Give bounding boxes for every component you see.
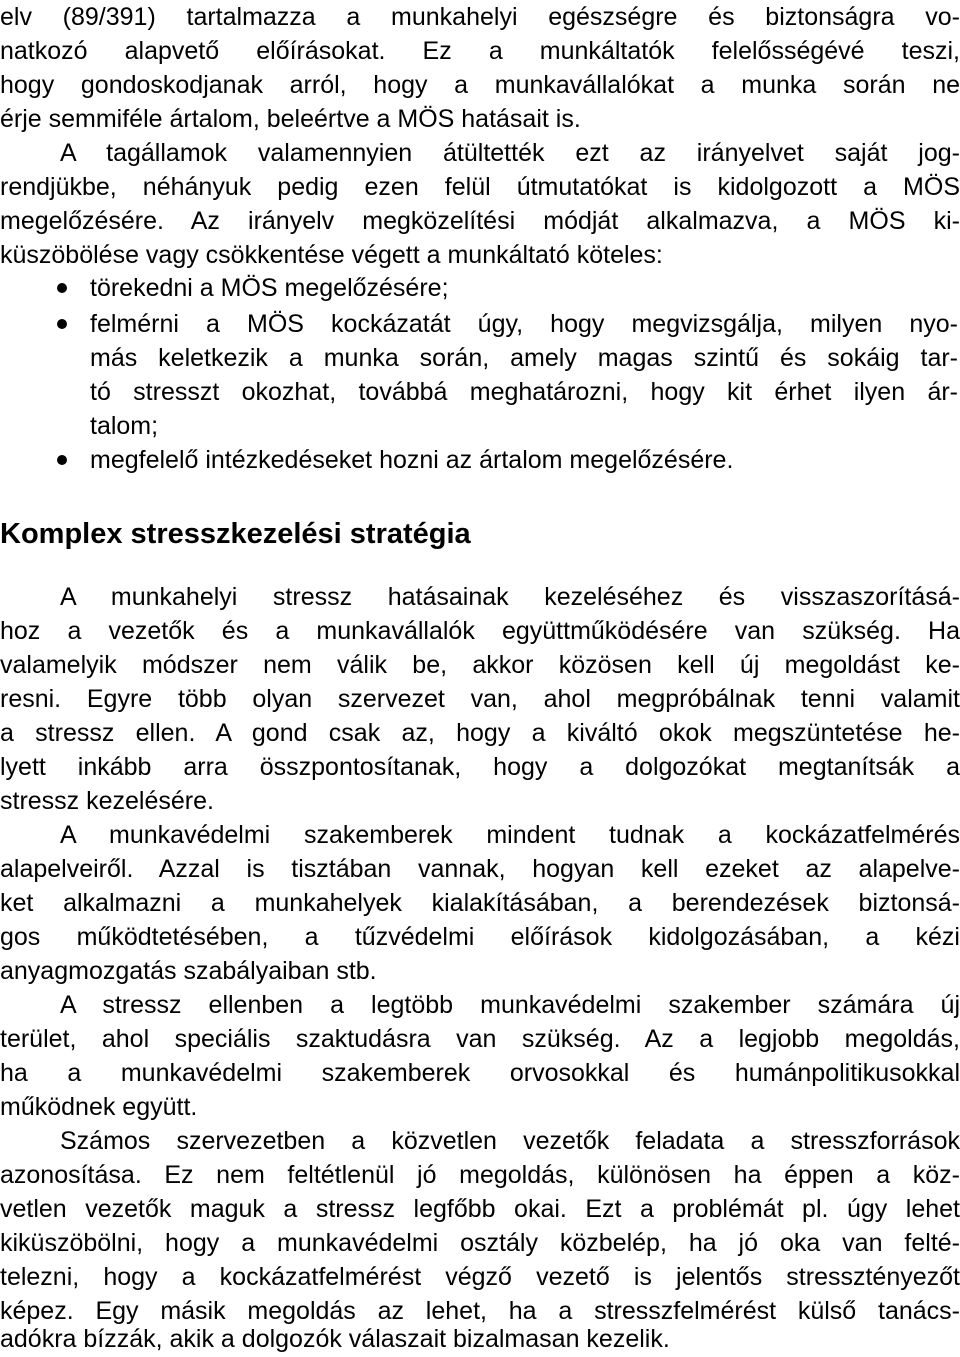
section-heading: Komplex stresszkezelési stratégia [0, 518, 471, 550]
para5-line: Számos szervezetben a közvetlen vezetők feladata a stresszforrások [60, 1127, 960, 1155]
para2-line: A munkahelyi stressz hatásainak kezeléséhez és visszaszorításá- [60, 583, 960, 611]
bullet-line: törekedni a MÖS megelőzésére; [90, 274, 449, 302]
bullet-line: megfelelő intézkedéseket hozni az ártalom megelőzésére. [90, 446, 734, 474]
para1-line: küszöbölése vagy csökkentése végett a munkáltató köteles: [0, 241, 663, 269]
para2-line: stressz kezelésére. [0, 787, 214, 815]
bullet-marker [57, 455, 67, 465]
bullet-line: más keletkezik a munka során, amely magas szintű és sokáig tar- [90, 344, 958, 372]
para3-line: anyagmozgatás szabályaiban stb. [0, 957, 377, 985]
para3-line: gos működtetésében, a tűzvédelmi előírások kidolgozásában, a kézi [0, 923, 960, 951]
para4-line: működnek együtt. [0, 1093, 198, 1121]
bullet-marker [57, 283, 67, 293]
para3-line: A munkavédelmi szakemberek mindent tudnak a kockázatfelmérés [60, 821, 960, 849]
bullet-line: felmérni a MÖS kockázatát úgy, hogy megvizsgálja, milyen nyo- [90, 310, 958, 338]
para3-line: alapelveiről. Azzal is tisztában vannak, hogyan kell ezeket az alapelve- [0, 855, 960, 883]
para4-line: ha a munkavédelmi szakemberek orvosokkal és humánpolitikusokkal [0, 1059, 960, 1087]
para4-line: A stressz ellenben a legtöbb munkavédelmi szakember számára új [60, 991, 960, 1019]
para1-line: megelőzésére. Az irányelv megközelítési módját alkalmazva, a MÖS ki- [0, 207, 960, 235]
para5-line: kiküszöbölni, hogy a munkavédelmi osztály közbelép, ha jó oka van felté- [0, 1229, 960, 1257]
para3-line: ket alkalmazni a munkahelyek kialakításában, a berendezések biztonsá- [0, 889, 960, 917]
intro-line: elv (89/391) tartalmazza a munkahelyi egészségre és biztonságra vo- [0, 3, 960, 31]
para2-line: valamelyik módszer nem válik be, akkor közösen kell új megoldást ke- [0, 651, 960, 679]
para1-line: rendjükbe, néhányuk pedig ezen felül útmutatókat is kidolgozott a MÖS [0, 173, 960, 201]
bullet-line: talom; [90, 412, 159, 440]
para5-line: képez. Egy másik megoldás az lehet, ha a stresszfelmérést külső tanács- [0, 1297, 960, 1325]
para2-line: lyett inkább arra összpontosítanak, hogy a dolgozókat megtanítsák a [0, 753, 960, 781]
para2-line: a stressz ellen. A gond csak az, hogy a kiváltó okok megszüntetése he- [0, 719, 960, 747]
para5-line: telezni, hogy a kockázatfelmérést végző vezető is jelentős stressztényezőt [0, 1263, 960, 1291]
para1-line: A tagállamok valamennyien átültették ezt az irányelvet saját jog- [60, 139, 960, 167]
intro-line: natkozó alapvető előírásokat. Ez a munkáltatók felelősségévé teszi, [0, 37, 960, 65]
bullet-line: tó stresszt okozhat, továbbá meghatározni, hogy kit érhet ilyen ár- [90, 378, 958, 406]
para2-line: hoz a vezetők és a munkavállalók együttműködésére van szükség. Ha [0, 617, 960, 645]
bullet-marker [57, 319, 67, 329]
para5-line: vetlen vezetők maguk a stressz legfőbb okai. Ezt a problémát pl. úgy lehet [0, 1195, 960, 1223]
para4-line: terület, ahol speciális szaktudásra van szükség. Az a legjobb megoldás, [0, 1025, 960, 1053]
intro-line: érje semmiféle ártalom, beleértve a MÖS hatásait is. [0, 105, 581, 133]
para5-line: adókra bízzák, akik a dolgozók válaszait bizalmasan kezelik. [0, 1325, 670, 1353]
para2-line: resni. Egyre több olyan szervezet van, ahol megpróbálnak tenni valamit [0, 685, 960, 713]
para5-line: azonosítása. Ez nem feltétlenül jó megoldás, különösen ha éppen a köz- [0, 1161, 960, 1189]
intro-line: hogy gondoskodjanak arról, hogy a munkavállalókat a munka során ne [0, 71, 960, 99]
